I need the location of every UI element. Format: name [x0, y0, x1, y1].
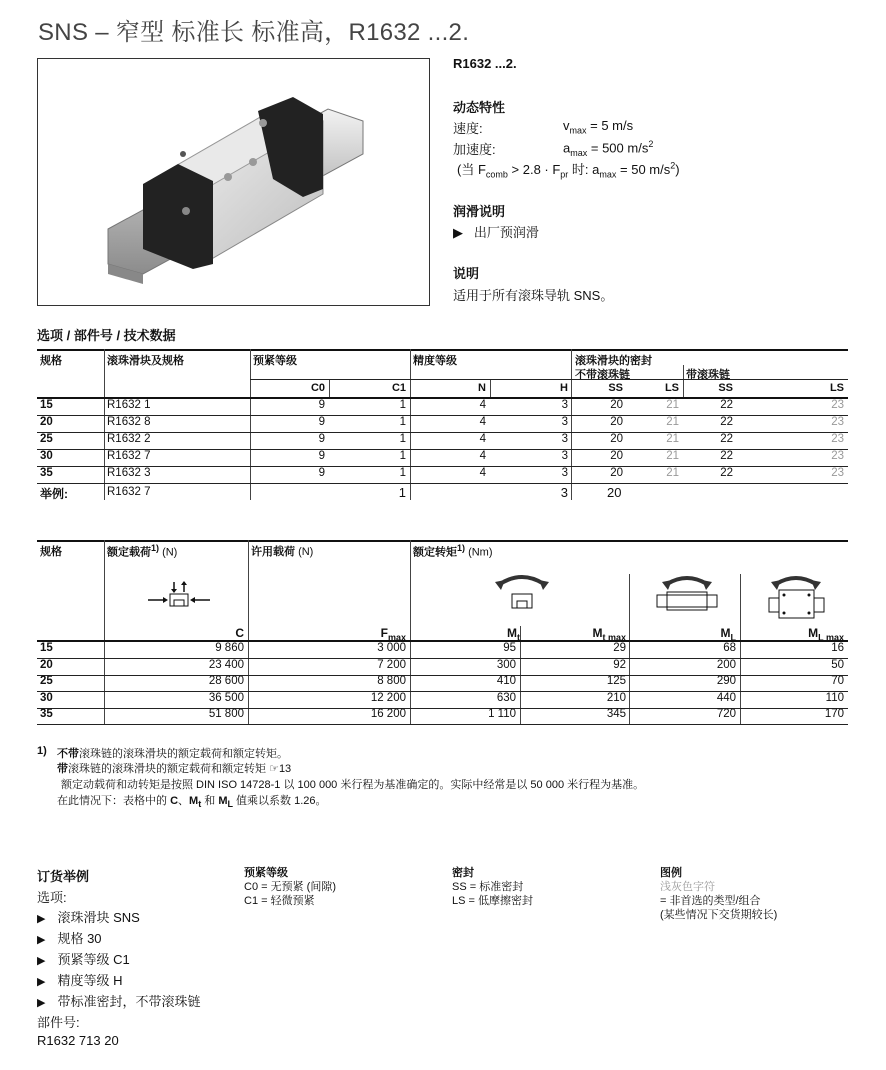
row-divider — [37, 483, 848, 484]
table-cell-ls2: 23 — [831, 433, 844, 445]
footnote-line3: 额定动载荷和动转矩是按照 DIN ISO 14728-1 以 100 000 米行程为基准确定的。实际中经常是以 50 000 米行程为基准。 — [61, 779, 645, 791]
table2-cell-mtmax: 125 — [606, 675, 626, 687]
table2-cell-c: 28 600 — [208, 675, 244, 687]
table-cell-c1: 1 — [399, 467, 406, 479]
order-option-text: 规格 30 — [57, 931, 102, 946]
footnote-line1: 不带滚珠链的滚珠滑块的额定载荷和额定转矩。 — [57, 748, 288, 760]
table2-cell-mt: 95 — [503, 642, 516, 654]
accel-label: 加速度: — [453, 142, 496, 157]
footnote-marker: 1) — [37, 745, 47, 757]
table-cell-n: 4 — [479, 433, 486, 445]
table-cell-c0: 9 — [318, 433, 325, 445]
table-cell-ls2: 23 — [831, 416, 844, 428]
table-cell-ls1: 21 — [666, 450, 679, 462]
sub2-c: C — [235, 626, 244, 640]
table2-cell-mtmax: 345 — [606, 708, 626, 720]
table2-cell-c: 36 500 — [208, 691, 244, 704]
order-option-item — [37, 970, 122, 989]
product-image — [37, 58, 430, 306]
table-cell-c1: 1 — [399, 450, 406, 462]
table2-cell-mt: 410 — [496, 675, 516, 687]
table2-cell-c: 23 400 — [208, 658, 244, 671]
table-cell-part: R1632 8 — [107, 416, 151, 428]
sub-ss1: SS — [608, 382, 623, 394]
col2-torque: 额定转矩$^{1)}$ (Nm) — [413, 543, 493, 559]
table2-cell-c: 9 860 — [215, 642, 244, 654]
table-cell-n: 4 — [479, 416, 486, 428]
example-h: 3 — [560, 485, 568, 500]
footnote-line2: 带滚珠链的滚珠滑块的额定载荷和额定转矩 ☞13 — [57, 763, 292, 775]
example-label: 举例: — [40, 487, 68, 501]
accel-value: $a_{max} = 500$ $m/s^2$ — [563, 139, 654, 158]
table-cell-ls2: 23 — [831, 450, 844, 462]
table2-cell-ml: 720 — [716, 708, 736, 720]
table-cell-ls1: 21 — [666, 399, 679, 411]
order-option-item — [37, 991, 200, 1010]
footnote-line4: 在此情况下：表格中的 C、$M_t$ 和 $M_L$ 值乘以系数 1.26。 — [57, 795, 327, 810]
table-cell-ls1: 21 — [666, 433, 679, 445]
torque-ml-top-icon — [764, 570, 829, 620]
table-cell-ss1: 20 — [610, 467, 623, 479]
table-cell-c0: 9 — [318, 450, 325, 462]
table2-cell-size: 20 — [40, 658, 53, 671]
order-option-item — [37, 907, 140, 926]
part-heading: R1632 ...2. — [453, 56, 517, 71]
table2-cell-ml: 290 — [716, 675, 736, 687]
table-cell-c0: 9 — [318, 399, 325, 411]
bullet-arrow-icon: ▶ — [37, 997, 46, 1009]
table2-cell-f: 8 800 — [377, 675, 406, 687]
table-cell-c1: 1 — [399, 416, 406, 428]
table-cell-c0: 9 — [318, 467, 325, 479]
table-cell-n: 4 — [479, 450, 486, 462]
table-cell-h: 3 — [561, 450, 568, 462]
table-cell-size: 25 — [40, 433, 53, 445]
table-cell-ss1: 20 — [610, 450, 623, 462]
note-text: 适用于所有滚珠导轨 SNS。 — [453, 288, 614, 303]
bullet-arrow-icon: ▶ — [37, 913, 46, 925]
table2-cell-mlmax: 170 — [824, 708, 844, 720]
table-cell-h: 3 — [561, 416, 568, 428]
table2-cell-mtmax: 29 — [613, 642, 626, 654]
table2-cell-ml: 200 — [716, 658, 736, 671]
example-part: R1632 7 — [107, 486, 151, 498]
order-option-text: 滚珠滑块 SNS — [57, 910, 140, 925]
table-cell-c1: 1 — [399, 399, 406, 411]
sub-c0: C0 — [310, 382, 325, 394]
load-table — [37, 540, 848, 726]
table2-cell-mt: 300 — [496, 658, 516, 671]
speed-value: $v_{max} = 5$ m/s — [563, 118, 634, 136]
order-option-text: 预紧等级 C1 — [57, 952, 130, 967]
table2-cell-mt: 1 110 — [488, 708, 516, 720]
col-accuracy: 精度等级 — [413, 355, 457, 367]
table2-cell-ml: 68 — [723, 642, 736, 654]
torque-ml-side-icon — [655, 570, 720, 615]
order-option-item — [37, 949, 130, 968]
table-cell-h: 3 — [561, 399, 568, 411]
table2-cell-mlmax: 110 — [825, 691, 844, 704]
table2-cell-size: 30 — [40, 691, 53, 704]
table-cell-ls1: 21 — [666, 416, 679, 428]
load-direction-icon — [144, 578, 214, 618]
table-cell-ss2: 22 — [720, 399, 733, 411]
table-cell-size: 20 — [40, 416, 53, 428]
col-seal-no-chain: 不带滚珠链 — [575, 369, 630, 381]
sub-c1: C1 — [391, 382, 406, 394]
col-preload: 预紧等级 — [253, 355, 297, 367]
sub-n: N — [478, 382, 486, 394]
table-cell-size: 30 — [40, 450, 53, 462]
table2-cell-f: 3 000 — [377, 642, 406, 654]
table-cell-part: R1632 2 — [107, 433, 151, 445]
accel-condition: (当 $F_{comb} > 2.8 \cdot F_{pr}$ 时: $a_{max} = 50$ $m/s^2$) — [457, 160, 680, 180]
col-seal: 滚珠滑块的密封 — [575, 355, 652, 367]
legend-seal: 密封 SS = 标准密封 LS = 低摩擦密封 — [452, 867, 533, 907]
table-cell-size: 35 — [40, 467, 53, 479]
table-cell-c1: 1 — [399, 433, 406, 445]
table-cell-part: R1632 7 — [107, 450, 151, 462]
speed-label: 速度: — [453, 121, 483, 136]
bullet-arrow-icon: ▶ — [37, 976, 46, 988]
example-ss: 20 — [607, 485, 622, 500]
table2-cell-mlmax: 50 — [831, 658, 844, 671]
lube-heading: 润滑说明 — [453, 204, 506, 219]
table-cell-n: 4 — [479, 467, 486, 479]
sub2-mt: $M_t$ — [507, 626, 520, 643]
sub2-mlmax: $M_{L max}$ — [808, 626, 844, 643]
table2-cell-f: 7 200 — [377, 658, 406, 671]
sub-ss2: SS — [718, 382, 733, 394]
sub2-ml: $M_L$ — [720, 626, 736, 643]
table-cell-ss1: 20 — [610, 433, 623, 445]
bullet-arrow-icon: ▶ — [453, 225, 463, 240]
page-title: SNS – 窄型 标准长 标准高，R1632 ...2. — [38, 19, 470, 46]
table-cell-ls2: 23 — [831, 467, 844, 479]
sub-ls2: LS — [829, 382, 844, 394]
table2-cell-f: 12 200 — [370, 691, 406, 704]
bullet-arrow-icon: ▶ — [37, 934, 46, 946]
table2-cell-f: 16 200 — [370, 708, 406, 720]
table2-cell-mtmax: 92 — [613, 658, 626, 671]
table-cell-part: R1632 3 — [107, 467, 151, 479]
example-c1: 1 — [398, 485, 406, 500]
table2-cell-size: 25 — [40, 675, 53, 687]
page-ref-icon: ☞ — [269, 763, 279, 775]
dynamic-heading: 动态特性 — [453, 100, 506, 115]
table1-caption: 选项 / 部件号 / 技术数据 — [37, 328, 176, 343]
order-option-text: 带标准密封，不带滚珠链 — [57, 994, 201, 1009]
table-cell-part: R1632 1 — [107, 399, 151, 411]
table2-cell-size: 35 — [40, 708, 53, 720]
order-option-item — [37, 928, 102, 947]
col-size: 规格 — [40, 355, 62, 367]
table2-cell-mlmax: 16 — [831, 642, 844, 654]
table-cell-size: 15 — [40, 399, 53, 411]
col-seal-with-chain: 带滚珠链 — [686, 369, 730, 381]
table-cell-ss1: 20 — [610, 399, 623, 411]
sub-h: H — [560, 382, 568, 394]
table-cell-n: 4 — [479, 399, 486, 411]
table-cell-c0: 9 — [318, 416, 325, 428]
sub2-mtmax: $M_{t max}$ — [592, 626, 626, 643]
note-heading: 说明 — [453, 266, 480, 281]
table2-cell-c: 51 800 — [208, 708, 244, 720]
col2-load: 额定载荷$^{1)}$ (N) — [107, 543, 178, 559]
table2-cell-mtmax: 210 — [606, 691, 626, 704]
legend-preload: 预紧等级 C0 = 无预紧 (间隙) C1 = 轻微预紧 — [244, 867, 336, 907]
table-cell-ss1: 20 — [610, 416, 623, 428]
table-cell-ls2: 23 — [831, 399, 844, 411]
table-cell-ss2: 22 — [720, 416, 733, 428]
lube-item: ▶ 出厂预润滑 — [453, 225, 539, 240]
table2-cell-mlmax: 70 — [831, 675, 844, 687]
col2-size: 规格 — [40, 546, 62, 558]
bullet-arrow-icon: ▶ — [37, 955, 46, 967]
sub2-fmax: $F_{max}$ — [380, 626, 406, 643]
order-option-text: 精度等级 H — [57, 973, 123, 988]
table-cell-ls1: 21 — [666, 467, 679, 479]
legend-key: 图例 浅灰色字符 = 非首选的类型/组合 (某些情况下交货期较长) — [660, 867, 778, 921]
torque-mt-icon — [492, 570, 552, 615]
table-cell-h: 3 — [561, 433, 568, 445]
table-cell-h: 3 — [561, 467, 568, 479]
col2-perm: 许用载荷 (N) — [251, 546, 314, 558]
sub-ls1: LS — [664, 382, 679, 394]
col-block: 滚珠滑块及规格 — [107, 355, 184, 367]
table2-cell-ml: 440 — [716, 691, 736, 704]
table-cell-ss2: 22 — [720, 450, 733, 462]
table-cell-ss2: 22 — [720, 467, 733, 479]
table2-cell-mt: 630 — [496, 691, 516, 704]
table-cell-ss2: 22 — [720, 433, 733, 445]
order-part-number: R1632 713 20 — [37, 1033, 119, 1048]
table2-cell-size: 15 — [40, 642, 53, 654]
options-table — [37, 349, 848, 501]
order-heading: 订货举例 — [37, 869, 90, 884]
order-part-label: 部件号: — [37, 1015, 80, 1030]
order-options-label: 选项: — [37, 890, 67, 905]
